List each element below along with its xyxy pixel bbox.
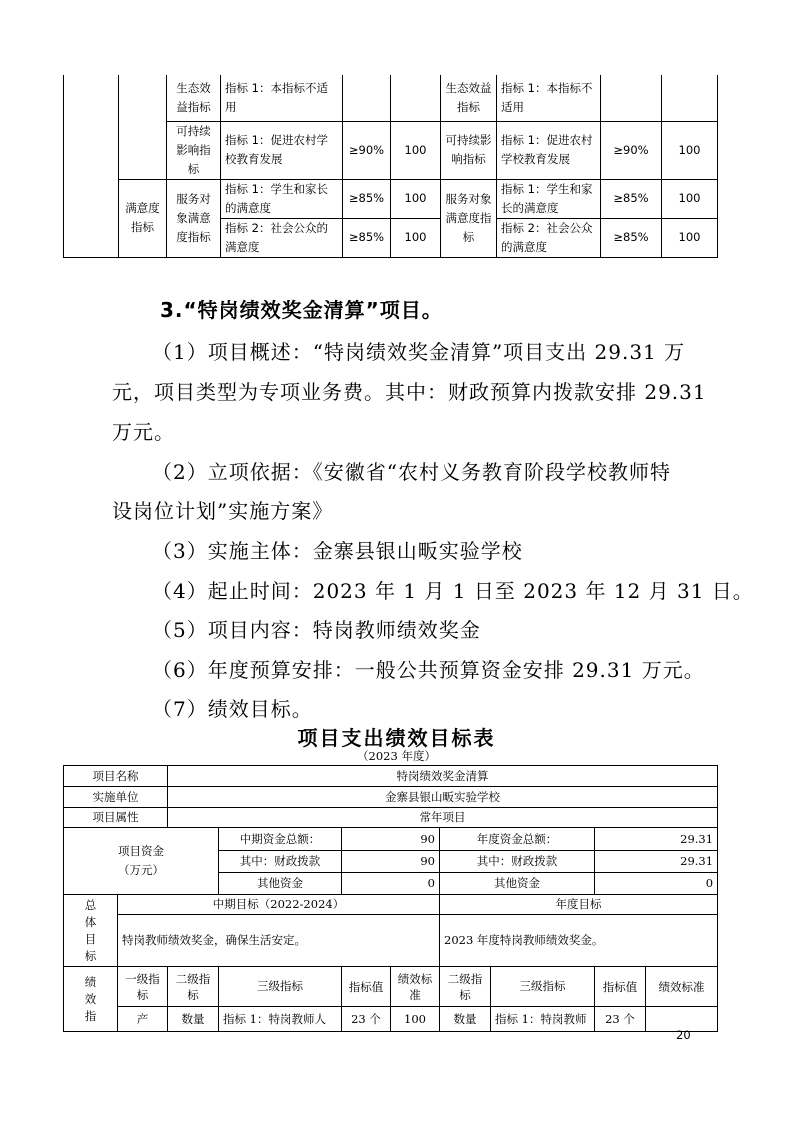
empty-cell (601, 75, 662, 121)
service-label-cell: 服务对象满意度指标 (167, 179, 221, 257)
row-level1: 产 (118, 1007, 168, 1032)
sustain-value-cell: ≥90% (343, 121, 391, 179)
sustain-label-cell: 可持续影响指标 (167, 121, 221, 179)
paragraph-content: （5）项目内容：特岗教师绩效奖金 (152, 618, 481, 642)
year-fiscal-label: 其中：财政拨款 (440, 851, 595, 873)
sustain-indicator-cell: 指标 1：促进农村学校教育发展 (221, 121, 343, 179)
row-level2: 数量 (168, 1007, 219, 1032)
service-label-cell-year: 服务对象满意度指标 (441, 179, 497, 257)
mid-total-label: 中期资金总额： (219, 828, 342, 851)
mid-other-value: 0 (342, 873, 440, 895)
paragraph-basis-1: （2）立项依据：《安徽省“农村义务教育阶段学校教师特 (152, 460, 671, 484)
mid-goal-header: 中期目标（2022-2024） (118, 895, 440, 915)
eco-indicator-cell: 指标 1：本指标不适用 (221, 75, 343, 121)
header-level3-year: 三级指标 (491, 967, 595, 1007)
table-title: 项目支出绩效目标表 (297, 726, 496, 750)
attribute-value: 常年项目 (168, 808, 718, 828)
sat-value-2-cell-year: ≥85% (601, 218, 662, 257)
sustain-score-cell-year: 100 (662, 121, 718, 179)
paragraph-subject: （3）实施主体：金寨县银山畈实验学校 (152, 539, 523, 563)
paragraph-overview-1: （1）项目概述：“特岗绩效奖金清算”项目支出 29.31 万 (152, 340, 686, 364)
top-indicator-table (63, 75, 718, 258)
performance-target-table (63, 765, 718, 1032)
year-goal-text: 2023 年度特岗教师绩效奖金。 (440, 915, 718, 967)
empty-cell (64, 75, 119, 257)
fund-label (64, 828, 219, 895)
mid-fiscal-value: 90 (342, 851, 440, 873)
paragraph-period: （4）起止时间：2023 年 1 月 1 日至 2023 年 12 月 31 日。 (152, 579, 754, 603)
empty-cell (343, 75, 391, 121)
sustain-label-cell-year: 可持续影响指标 (441, 121, 497, 179)
sat-indicator-2-cell: 指标 2：社会公众的满意度 (221, 218, 343, 257)
sustain-indicator-cell-year: 指标 1：促进农村学校教育发展 (497, 121, 601, 179)
eco-label-cell-year: 生态效益指标 (441, 75, 497, 121)
paragraph-overview-3: 万元。 (112, 420, 175, 444)
empty-cell (391, 75, 441, 121)
sustain-score-cell: 100 (391, 121, 441, 179)
sustain-value-cell-year: ≥90% (601, 121, 662, 179)
eco-label-cell: 生态效益指标 (167, 75, 221, 121)
attribute-label: 项目属性 (64, 808, 168, 828)
project-name-label: 项目名称 (64, 766, 168, 787)
header-level2-year: 二级指标 (440, 967, 491, 1007)
page-number: 20 (676, 1028, 691, 1042)
row-indicator-year: 指标 1：特岗教师 (491, 1007, 595, 1032)
year-fiscal-value: 29.31 (595, 851, 718, 873)
unit-value: 金寨县银山畈实验学校 (168, 787, 718, 808)
sat-value-2-cell: ≥85% (343, 218, 391, 257)
sat-value-1-cell-year: ≥85% (601, 179, 662, 218)
sat-score-1-cell-year: 100 (662, 179, 718, 218)
project-name-value: 特岗绩效奖金清算 (168, 766, 718, 787)
table-year: （2023 年度） (357, 749, 436, 763)
header-level3: 三级指标 (219, 967, 342, 1007)
header-value: 指标值 (342, 967, 391, 1007)
year-total-label: 年度资金总额： (440, 828, 595, 851)
mid-total-value: 90 (342, 828, 440, 851)
section-heading: 3.“特岗绩效奖金清算”项目。 (160, 298, 443, 322)
paragraph-budget: （6）年度预算安排：一般公共预算资金安排 29.31 万元。 (152, 658, 705, 682)
row-indicator: 指标 1：特岗教师人 (219, 1007, 342, 1032)
paragraph-overview-2: 元，项目类型为专项业务费。其中：财政预算内拨款安排 29.31 (112, 380, 707, 404)
row-value: 23 个 (342, 1007, 391, 1032)
header-level2: 二级指标 (168, 967, 219, 1007)
sat-score-2-cell: 100 (391, 218, 441, 257)
empty-cell (119, 75, 167, 179)
fund-label-line-2: （万元） (118, 863, 164, 877)
year-other-label: 其他资金 (440, 873, 595, 895)
overall-goal-label: 总体目标 (64, 895, 118, 967)
satisfaction-label-cell: 满意度指标 (119, 179, 167, 257)
paragraph-goal: （7）绩效目标。 (152, 697, 313, 721)
header-level1: 一级指标 (118, 967, 168, 1007)
mid-fiscal-label: 其中：财政拨款 (219, 851, 342, 873)
mid-goal-text: 特岗教师绩效奖金，确保生活安定。 (118, 915, 440, 967)
mid-other-label: 其他资金 (219, 873, 342, 895)
row-level2-year: 数量 (440, 1007, 491, 1032)
header-standard: 绩效标准 (391, 967, 440, 1007)
fund-label-line-1: 项目资金 (118, 844, 164, 858)
sat-indicator-1-cell: 指标 1：学生和家长的满意度 (221, 179, 343, 218)
sat-indicator-2-cell-year: 指标 2：社会公众的满意度 (497, 218, 601, 257)
paragraph-basis-2: 设岗位计划”实施方案》 (112, 499, 334, 523)
header-standard-year: 绩效标准 (646, 967, 718, 1007)
sat-score-1-cell: 100 (391, 179, 441, 218)
row-value-year: 23 个 (595, 1007, 646, 1032)
eco-indicator-cell-year: 指标 1：本指标不适用 (497, 75, 601, 121)
sat-score-2-cell-year: 100 (662, 218, 718, 257)
year-goal-header: 年度目标 (440, 895, 718, 915)
row-standard: 100 (391, 1007, 440, 1032)
unit-label: 实施单位 (64, 787, 168, 808)
year-other-value: 0 (595, 873, 718, 895)
year-total-value: 29.31 (595, 828, 718, 851)
sat-indicator-1-cell-year: 指标 1：学生和家长的满意度 (497, 179, 601, 218)
empty-cell (662, 75, 718, 121)
header-value-year: 指标值 (595, 967, 646, 1007)
sat-value-1-cell: ≥85% (343, 179, 391, 218)
performance-label: 绩效指 (64, 967, 118, 1032)
